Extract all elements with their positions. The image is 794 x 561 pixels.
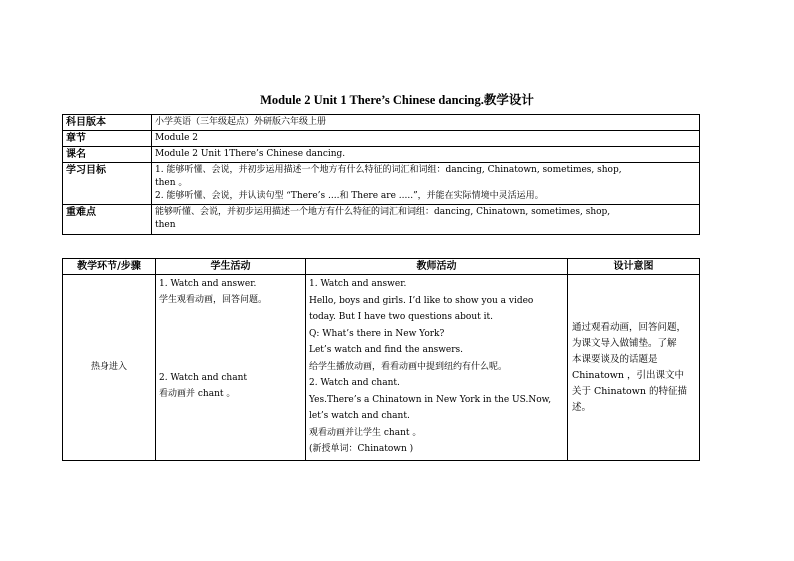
plan-row-warmup [63,275,700,461]
stage-cell: 热身进入 [63,275,156,461]
header-student: 学生活动 [156,259,306,275]
info-value: 小学英语（三年级起点）外研版六年级上册 [152,115,700,131]
info-table [62,114,700,235]
header-step: 教学环节/步骤 [63,259,156,275]
info-value: Module 2 [152,131,700,147]
student-activity-cell: 1. Watch and answer. 学生观看动画，回答问题。 2. Watch and chant 看动画并 chant 。 [156,275,306,461]
info-value: 能够听懂、会说，并初步运用描述一个地方有什么特征的词汇和词组：dancing, Chinatown, sometimes, shop, then [152,205,700,235]
info-row-chapter [63,131,700,147]
info-row-goals [63,163,700,205]
info-value: Module 2 Unit 1There’s Chinese dancing. [152,147,700,163]
info-label: 科目版本 [63,115,152,131]
info-row-keypoints [63,205,700,235]
info-value: 1. 能够听懂、会说，并初步运用描述一个地方有什么特征的词汇和词组：dancing, Chinatown, sometimes, shop, then 。 2. 能够听懂、会说，并认读句型 “There’s ....和 There are .....”，并能在实际情境中灵活运用。 [152,163,700,205]
info-label: 课名 [63,147,152,163]
info-label: 重难点 [63,205,152,235]
plan-header-row [63,259,700,275]
info-row-version [63,115,700,131]
page-title: Module 2 Unit 1 There’s Chinese dancing.教学设计 [260,93,534,107]
design-intent-cell: 通过观看动画，回答问题， 为课文导入做铺垫。了解 本课要谈及的话题是 Chinatown ，引出课文中 关于 Chinatown 的特征描 述。 [568,275,700,461]
header-teacher: 教师活动 [306,259,568,275]
plan-table [62,258,700,461]
header-design: 设计意图 [568,259,700,275]
info-label: 学习目标 [63,163,152,205]
teacher-activity-cell: 1. Watch and answer. Hello, boys and girls. I’d like to show you a video today. But I have two questions about it. Q: What’s there in New York? Let’s watch and find the answers. 给学生播放动画，看看动画中提到纽约有什么呢。 2. Watch and chant. Yes.There’s a Chinatown in New York in the US.Now, let’s watch and chant. 观看动画并让学生 chant 。 (新授单词：Chinatown ) [306,275,568,461]
info-label: 章节 [63,131,152,147]
info-row-lesson [63,147,700,163]
